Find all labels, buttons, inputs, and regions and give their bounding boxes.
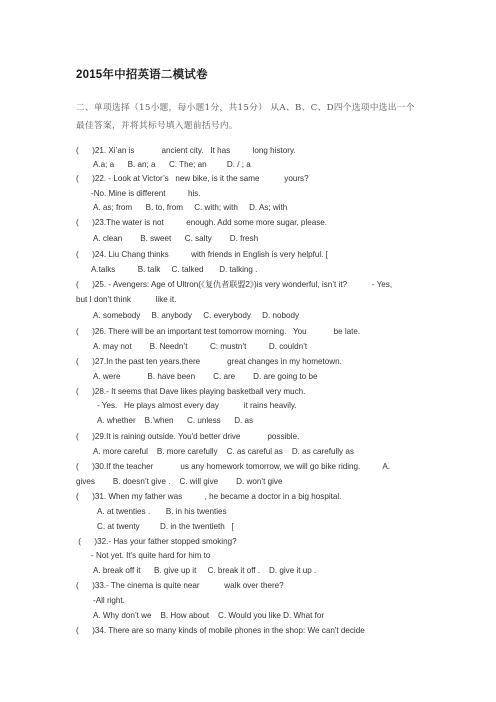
question-25-options: A. somebody B. anybody C. everybody D. nobody — [93, 311, 300, 320]
question-21-options: A.a; a B. an; a C. The; an D. / ; a — [93, 160, 251, 169]
question-30: ( )30.If the teacher us any homework tomorrow, we will go bike riding. A. — [76, 462, 390, 471]
question-29-options: A. more careful B. more carefully C. as careful as D. as carefully as — [93, 447, 354, 456]
question-29: ( )29.It is raining outside. You'd better drive possible. — [76, 432, 300, 441]
question-25: ( )25. - Avengers: Age of Ultron(《复仇者联盟2》)is very wonderful, isn’t it? - Yes, — [76, 280, 393, 289]
question-22-reply: -No. Mine is different his. — [91, 189, 201, 198]
question-33-reply: -All right. — [93, 596, 125, 605]
question-28-reply: - Yes. He plays almost every day it rains heavily. — [97, 401, 297, 410]
question-33: ( )33.- The cinema is quite near walk over there? — [76, 581, 284, 590]
section-instructions-line-2: 最佳答案，并将其标号填入题前括号内。 — [76, 121, 238, 131]
question-33-options: A. Why don’t we B. How about C. Would you like D. What for — [93, 611, 325, 620]
question-27: ( )27.In the past ten years.there great changes in my hometown. — [76, 357, 342, 366]
question-32-reply: - Not yet. It's quite hard for him to — [91, 551, 211, 560]
question-27-options: A. were B. have been C. are D. are going to be — [93, 372, 318, 381]
question-28: ( )28.- It seems that Dave likes playing basketball very much. — [76, 387, 306, 396]
question-28-options: A. whether B.’when C. unless D. as — [97, 416, 254, 425]
question-31-options-row-2: C. at twenty D. in the twentieth [ — [97, 522, 234, 531]
question-23: ( )23.The water is not enough. Add some more sugar, please. — [76, 218, 328, 227]
question-26-options: A. may not B. Needn’t C: mustn’t D. couldn’t — [93, 342, 308, 351]
question-25-continued: but I don’t think like it. — [76, 295, 177, 304]
question-34: ( )34. There are so many kinds of mobile phones in the shop: We can't decide — [76, 626, 365, 635]
section-instructions-line-1: 二、单项选择（15小题，每小题1分，共15分） 从A、B、C、D四个选项中选出一个 — [76, 103, 415, 113]
question-26: ( )26. There will be an important test tomorrow morning. You be late. — [76, 327, 361, 336]
question-21: ( )21. Xi’an is ancient city. It has long history. — [76, 146, 296, 155]
question-24: ( )24. Liu Chang thinks with friends in English is very helpful. [ — [76, 250, 328, 259]
page-title: 2015年中招英语二模试卷 — [76, 69, 208, 81]
question-23-options: A. clean B. sweet C. salty D. fresh — [93, 234, 259, 243]
question-24-options: A.talks B. talk C. talked D. talking . — [91, 265, 258, 274]
question-30-options: gives B. doesn’t give . C. will give D. won’t give — [76, 477, 283, 486]
question-32-options: A. break off it B. give up it C. break it off . D. give it up . — [93, 566, 317, 575]
question-22: ( )22. - Look at Victor’s new bike, is it the same yours? — [76, 174, 309, 183]
question-31: ( )31. When my father was , he became a doctor in a big hospital. — [76, 492, 342, 501]
question-22-options: A. as; from B. to, from C. with; with D. As; with — [93, 203, 288, 212]
question-31-options-row-1: A. at twenties . B. in his twenties — [97, 507, 227, 516]
question-32: ( )32.- Has your father stopped smoking? — [76, 537, 237, 546]
